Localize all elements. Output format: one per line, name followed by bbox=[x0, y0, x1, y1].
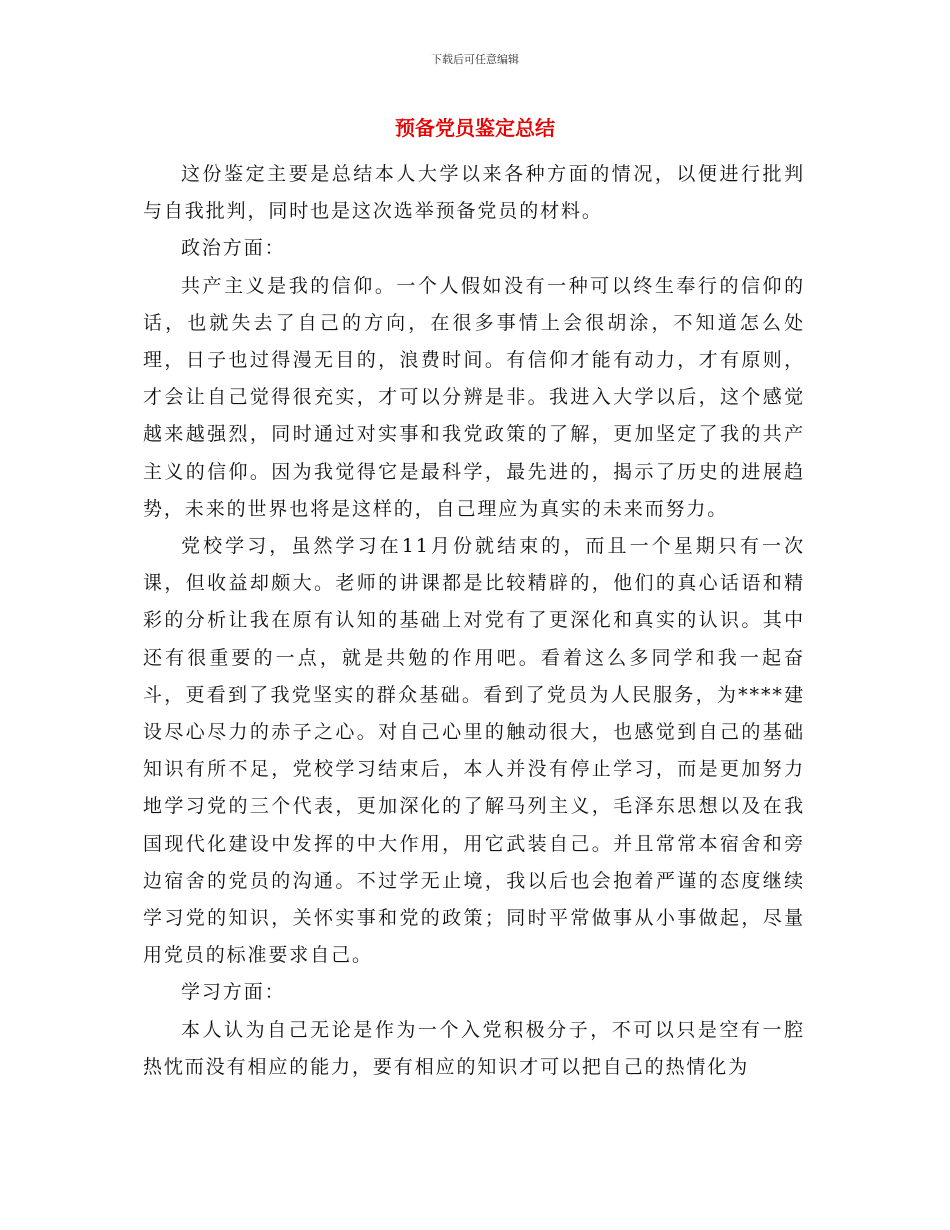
paragraph-belief: 共产主义是我的信仰。一个人假如没有一种可以终生奉行的信仰的话，也就失去了自己的方向，在很多事情上会很胡涂，不知道怎么处理，日子也过得漫无目的，浪费时间。有信仰才能有动力，才有原则，才会让自己觉得很充实，才可以分辨是非。我进入大学以后，这个感觉越来越强烈，同时通过对实事和我党政策的了解，更加坚定了我的共产主义的信仰。因为我觉得它是最科学，最先进的，揭示了历史的进展趋势，未来的世界也将是这样的，自己理应为真实的未来而努力。 bbox=[143, 274, 805, 520]
document-title: 预备党员鉴定总结 bbox=[395, 116, 555, 140]
paragraph-study: 本人认为自己无论是作为一个入党积极分子，不可以只是空有一腔热忱而没有相应的能力，要有相应的知识才可以把自己的热情化为 bbox=[143, 1018, 805, 1078]
page-header: 下载后可任意编辑 bbox=[431, 53, 519, 66]
section-heading-politics: 政治方面： bbox=[181, 237, 286, 260]
section-heading-study: 学习方面： bbox=[181, 981, 286, 1004]
paragraph-intro: 这份鉴定主要是总结本人大学以来各种方面的情况，以便进行批判与自我批判，同时也是这次选举预备党员的材料。 bbox=[143, 163, 805, 223]
document-body bbox=[143, 156, 805, 1086]
paragraph-party-school: 党校学习，虽然学习在11月份就结束的，而且一个星期只有一次课，但收益却颇大。老师的讲课都是比较精辟的，他们的真心话语和精彩的分析让我在原有认知的基础上对党有了更深化和真实的认识。其中还有很重要的一点，就是共勉的作用吧。看着这么多同学和我一起奋斗，更看到了我党坚实的群众基础。看到了党员为人民服务，为****建设尽心尽力的赤子之心。对自己心里的触动很大，也感觉到自己的基础知识有所不足，党校学习结束后，本人并没有停止学习，而是更加努力地学习党的三个代表，更加深化的了解马列主义，毛泽东思想以及在我国现代化建设中发挥的中大作用，用它武装自己。并且常常本宿舍和旁边宿舍的党员的沟通。不过学无止境，我以后也会抱着严谨的态度继续学习党的知识，关怀实事和党的政策；同时平常做事从小事做起，尽量用党员的标准要求自己。 bbox=[143, 535, 805, 967]
